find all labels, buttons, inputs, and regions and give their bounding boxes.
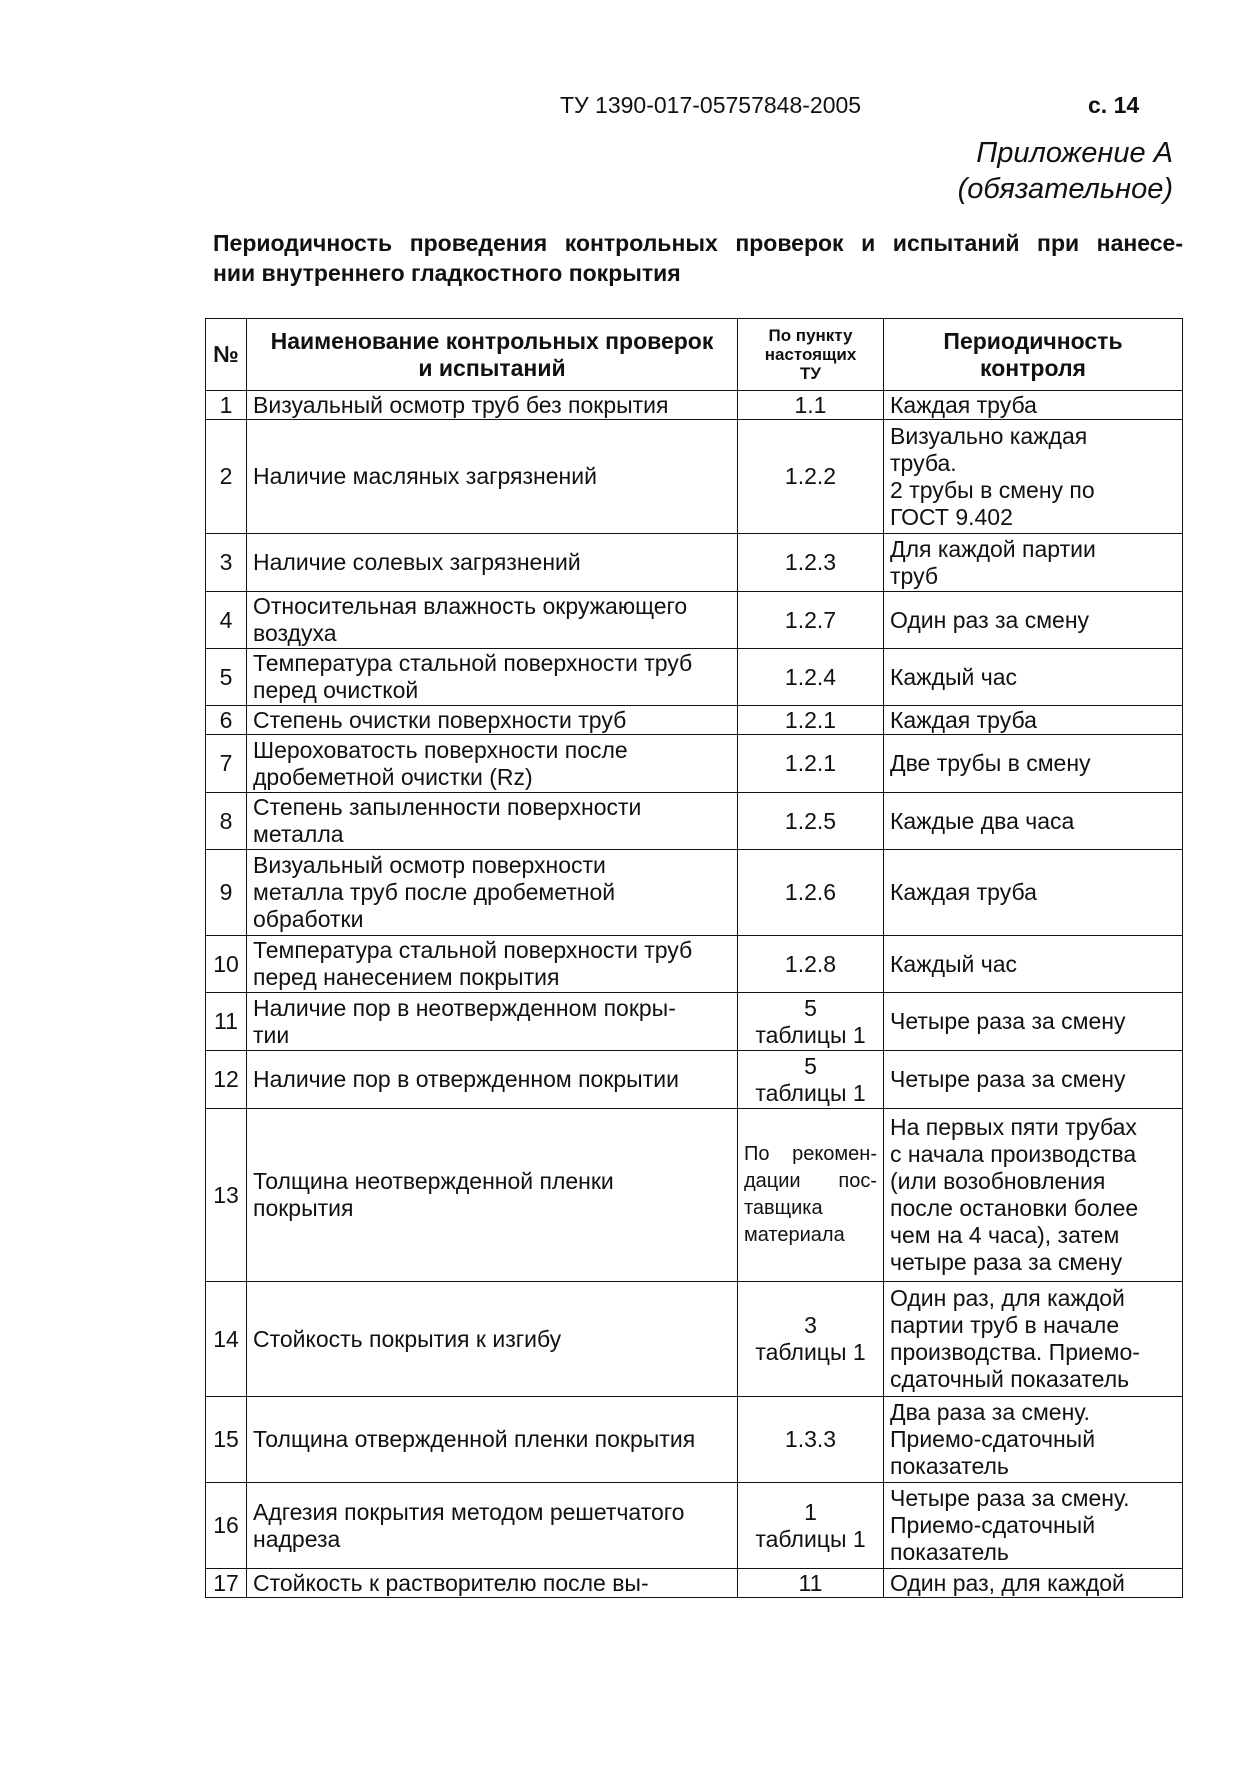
clause-ref-line: 1.2.8 bbox=[784, 950, 837, 977]
table-row bbox=[206, 534, 1183, 592]
check-name-line: надреза bbox=[253, 1525, 341, 1552]
periodicity-line: Каждый час bbox=[890, 663, 1018, 690]
clause-ref-cell bbox=[738, 936, 884, 993]
check-name-cell bbox=[247, 1282, 738, 1397]
header-clause-line-1: По пункту bbox=[768, 326, 853, 345]
check-name-line: тии bbox=[253, 1021, 290, 1048]
clause-ref-cell bbox=[738, 706, 884, 735]
periodicity-cell bbox=[884, 534, 1183, 592]
row-number: 1 bbox=[206, 391, 247, 420]
clause-ref-cell bbox=[738, 850, 884, 936]
check-name-line: Толщина неотвержденной пленки bbox=[253, 1168, 614, 1194]
clause-ref-line: тавщика bbox=[744, 1197, 823, 1219]
row-number: 4 bbox=[206, 592, 247, 649]
table-header-row bbox=[206, 319, 1183, 391]
periodicity-cell bbox=[884, 850, 1183, 936]
clause-ref-line: 5 bbox=[804, 1052, 817, 1079]
table-title-line-1: Периодичность проведения контрольных проверок и испытаний при нанесе- bbox=[213, 230, 1183, 256]
check-name-line: Наличие солевых загрязнений bbox=[253, 549, 581, 575]
periodicity-line: чем на 4 часа), затем bbox=[890, 1222, 1120, 1248]
row-number: 11 bbox=[206, 993, 247, 1051]
check-name-line: Визуальный осмотр поверхности bbox=[253, 852, 606, 878]
periodicity-line: (или возобновления bbox=[890, 1168, 1106, 1194]
page-number: с. 14 bbox=[1088, 92, 1140, 118]
header-check-name-line-1: Наименование контрольных проверок bbox=[270, 327, 714, 354]
clause-ref-line: дации пос- bbox=[744, 1170, 877, 1192]
check-name-line: Стойкость к растворителю после вы- bbox=[253, 1569, 649, 1596]
row-number: 14 bbox=[206, 1282, 247, 1397]
periodicity-cell bbox=[884, 1282, 1183, 1397]
check-name-line: Относительная влажность окружающего bbox=[253, 593, 688, 619]
check-name-line: Стойкость покрытия к изгибу bbox=[253, 1325, 562, 1352]
table-row bbox=[206, 1051, 1183, 1109]
periodicity-line: четыре раза за смену bbox=[890, 1249, 1123, 1275]
row-number: 6 bbox=[206, 706, 247, 735]
periodicity-cell bbox=[884, 993, 1183, 1051]
check-name-cell bbox=[247, 850, 738, 936]
table-body bbox=[206, 391, 1183, 1598]
check-name-cell bbox=[247, 1051, 738, 1109]
periodicity-cell bbox=[884, 936, 1183, 993]
periodicity-line: Каждая труба bbox=[890, 879, 1037, 905]
row-number: 2 bbox=[206, 420, 247, 534]
clause-ref-line: 1.1 bbox=[794, 391, 827, 418]
clause-ref-cell bbox=[738, 649, 884, 706]
clause-ref-cell bbox=[738, 420, 884, 534]
clause-ref-line: материала bbox=[744, 1224, 845, 1246]
periodicity-cell bbox=[884, 420, 1183, 534]
check-name-line: Температура стальной поверхности труб bbox=[253, 937, 693, 963]
check-name-line: Толщина отвержденной пленки покрытия bbox=[253, 1426, 696, 1452]
clause-ref-line: 1 bbox=[804, 1498, 817, 1525]
check-name-line: обработки bbox=[253, 906, 364, 932]
clause-ref-line: таблицы 1 bbox=[755, 1339, 866, 1365]
row-number: 8 bbox=[206, 793, 247, 850]
check-name-line: Степень запыленности поверхности bbox=[253, 794, 642, 820]
clause-ref-line: 1.2.1 bbox=[784, 750, 837, 776]
inspection-table bbox=[205, 318, 1183, 1598]
check-name-line: металла труб после дробеметной bbox=[253, 879, 616, 905]
table-row bbox=[206, 1483, 1183, 1569]
check-name-cell bbox=[247, 993, 738, 1051]
periodicity-line: ГОСТ 9.402 bbox=[890, 503, 1013, 530]
periodicity-line: Каждая труба bbox=[890, 706, 1037, 733]
clause-ref-cell bbox=[738, 391, 884, 420]
header-clause-line-2: настоящих bbox=[764, 345, 857, 364]
clause-ref-cell bbox=[738, 534, 884, 592]
clause-ref-cell bbox=[738, 793, 884, 850]
periodicity-line: производства. Приемо- bbox=[890, 1339, 1140, 1365]
table-row bbox=[206, 735, 1183, 793]
periodicity-line: На первых пяти трубах bbox=[890, 1114, 1137, 1140]
row-number: 9 bbox=[206, 850, 247, 936]
table-row bbox=[206, 649, 1183, 706]
check-name-line: Наличие пор в отвержденном покрытии bbox=[253, 1066, 679, 1092]
clause-ref-cell bbox=[738, 1051, 884, 1109]
periodicity-cell bbox=[884, 649, 1183, 706]
periodicity-cell bbox=[884, 793, 1183, 850]
periodicity-cell bbox=[884, 706, 1183, 735]
table-row bbox=[206, 592, 1183, 649]
periodicity-line: Визуально каждая bbox=[890, 422, 1088, 449]
row-number: 7 bbox=[206, 735, 247, 793]
check-name-line: перед нанесением покрытия bbox=[253, 964, 560, 990]
periodicity-line: Для каждой партии bbox=[890, 535, 1096, 562]
check-name-cell bbox=[247, 793, 738, 850]
periodicity-cell bbox=[884, 1569, 1183, 1598]
check-name-line: покрытия bbox=[253, 1195, 354, 1221]
periodicity-line: партии труб в начале bbox=[890, 1312, 1120, 1338]
periodicity-line: Две трубы в смену bbox=[890, 750, 1091, 776]
row-number: 16 bbox=[206, 1483, 247, 1569]
row-number: 12 bbox=[206, 1051, 247, 1109]
appendix-status: (обязательное) bbox=[957, 173, 1173, 205]
check-name-line: Температура стальной поверхности труб bbox=[253, 650, 693, 676]
check-name-cell bbox=[247, 1109, 738, 1282]
periodicity-line: Приемо-сдаточный bbox=[890, 1426, 1096, 1452]
periodicity-line: Четыре раза за смену bbox=[890, 1066, 1126, 1092]
clause-ref-line: 11 bbox=[798, 1569, 823, 1596]
clause-ref-cell bbox=[738, 592, 884, 649]
table-row bbox=[206, 420, 1183, 534]
check-name-line: дробеметной очистки (Rz) bbox=[253, 763, 533, 790]
periodicity-line: труб bbox=[890, 562, 938, 589]
periodicity-line: Приемо-сдаточный bbox=[890, 1512, 1096, 1538]
clause-ref-line: таблицы 1 bbox=[755, 1525, 866, 1552]
check-name-line: воздуха bbox=[253, 620, 337, 646]
clause-ref-line: 1.2.7 bbox=[784, 606, 837, 633]
periodicity-cell bbox=[884, 735, 1183, 793]
clause-ref-cell bbox=[738, 1397, 884, 1483]
header-periodicity-line-2: контроля bbox=[980, 354, 1086, 381]
periodicity-cell bbox=[884, 1051, 1183, 1109]
document-code: ТУ 1390-017-05757848-2005 bbox=[560, 92, 862, 118]
row-number: 17 bbox=[206, 1569, 247, 1598]
header-periodicity-line-1: Периодичность bbox=[943, 327, 1123, 354]
check-name-cell bbox=[247, 936, 738, 993]
check-name-cell bbox=[247, 534, 738, 592]
clause-ref-line: 1.2.5 bbox=[784, 807, 837, 834]
periodicity-cell bbox=[884, 1109, 1183, 1282]
check-name-line: Наличие масляных загрязнений bbox=[253, 463, 597, 489]
clause-ref-cell bbox=[738, 993, 884, 1051]
check-name-cell bbox=[247, 649, 738, 706]
appendix-title: Приложение А bbox=[976, 137, 1173, 169]
clause-ref-cell bbox=[738, 1483, 884, 1569]
clause-ref-line: 1.2.2 bbox=[784, 463, 837, 489]
check-name-cell bbox=[247, 1397, 738, 1483]
periodicity-line: Один раз за смену bbox=[890, 606, 1090, 633]
periodicity-line: с начала производства bbox=[890, 1141, 1137, 1167]
table-row bbox=[206, 1569, 1183, 1598]
check-name-line: Адгезия покрытия методом решетчатого bbox=[253, 1498, 685, 1525]
check-name-line: Шероховатость поверхности после bbox=[253, 736, 628, 763]
header-periodicity bbox=[884, 319, 1183, 391]
header-number: № bbox=[206, 319, 247, 391]
periodicity-line: после остановки более bbox=[890, 1195, 1139, 1221]
clause-ref-cell bbox=[738, 735, 884, 793]
table-row bbox=[206, 793, 1183, 850]
clause-ref-line: 1.2.3 bbox=[784, 549, 837, 575]
table-row bbox=[206, 391, 1183, 420]
check-name-line: Визуальный осмотр труб без покрытия bbox=[253, 391, 669, 418]
appendix-label bbox=[958, 135, 1173, 207]
check-name-cell bbox=[247, 735, 738, 793]
check-name-cell bbox=[247, 1569, 738, 1598]
row-number: 5 bbox=[206, 649, 247, 706]
periodicity-line: Четыре раза за смену bbox=[890, 1008, 1126, 1034]
table-row bbox=[206, 993, 1183, 1051]
periodicity-cell bbox=[884, 592, 1183, 649]
periodicity-line: Один раз, для каждой bbox=[890, 1285, 1125, 1311]
clause-ref-line: таблицы 1 bbox=[755, 1021, 866, 1048]
header-clause-line-3: ТУ bbox=[800, 364, 821, 383]
clause-ref-cell bbox=[738, 1109, 884, 1282]
row-number: 10 bbox=[206, 936, 247, 993]
clause-ref-line: таблицы 1 bbox=[755, 1079, 866, 1106]
header-clause bbox=[738, 319, 884, 391]
periodicity-line: показатель bbox=[890, 1539, 1009, 1565]
row-number: 15 bbox=[206, 1397, 247, 1483]
periodicity-line: труба. bbox=[890, 449, 957, 476]
periodicity-line: Каждая труба bbox=[890, 391, 1037, 418]
check-name-cell bbox=[247, 706, 738, 735]
table-row bbox=[206, 1282, 1183, 1397]
clause-ref-line: 5 bbox=[804, 994, 817, 1021]
periodicity-cell bbox=[884, 1483, 1183, 1569]
row-number: 13 bbox=[206, 1109, 247, 1282]
check-name-cell bbox=[247, 391, 738, 420]
table-title-line-2: нии внутреннего гладкостного покрытия bbox=[213, 260, 681, 286]
header-check-name-line-2: и испытаний bbox=[418, 354, 566, 381]
table-title bbox=[213, 228, 1183, 288]
table-row bbox=[206, 1109, 1183, 1282]
check-name-cell bbox=[247, 592, 738, 649]
periodicity-line: Каждый час bbox=[890, 950, 1018, 977]
row-number: 3 bbox=[206, 534, 247, 592]
clause-ref-line: 3 bbox=[804, 1312, 817, 1338]
periodicity-line: Каждые два часа bbox=[890, 807, 1075, 834]
periodicity-line: Четыре раза за смену. bbox=[890, 1485, 1130, 1511]
clause-ref-cell bbox=[738, 1569, 884, 1598]
periodicity-cell bbox=[884, 1397, 1183, 1483]
periodicity-line: сдаточный показатель bbox=[890, 1366, 1130, 1392]
clause-ref-cell bbox=[738, 1282, 884, 1397]
table-row bbox=[206, 706, 1183, 735]
clause-ref-line: 1.3.3 bbox=[784, 1426, 837, 1452]
check-name-line: перед очисткой bbox=[253, 677, 419, 703]
periodicity-line: Два раза за смену. bbox=[890, 1399, 1090, 1425]
table-row bbox=[206, 936, 1183, 993]
clause-ref-line: 1.2.1 bbox=[784, 706, 837, 733]
check-name-line: Наличие пор в неотвержденном покры- bbox=[253, 994, 676, 1021]
clause-ref-line: По рекомен- bbox=[744, 1143, 877, 1165]
periodicity-line: 2 трубы в смену по bbox=[890, 476, 1095, 503]
check-name-line: Степень очистки поверхности труб bbox=[253, 706, 627, 733]
clause-ref-line: 1.2.4 bbox=[784, 663, 837, 690]
periodicity-cell bbox=[884, 391, 1183, 420]
table-row bbox=[206, 850, 1183, 936]
clause-ref-line: 1.2.6 bbox=[784, 879, 837, 905]
periodicity-line: Один раз, для каждой bbox=[890, 1569, 1125, 1596]
check-name-cell bbox=[247, 420, 738, 534]
table-row bbox=[206, 1397, 1183, 1483]
check-name-line: металла bbox=[253, 821, 344, 847]
header-check-name bbox=[247, 319, 738, 391]
periodicity-line: показатель bbox=[890, 1453, 1009, 1479]
check-name-cell bbox=[247, 1483, 738, 1569]
